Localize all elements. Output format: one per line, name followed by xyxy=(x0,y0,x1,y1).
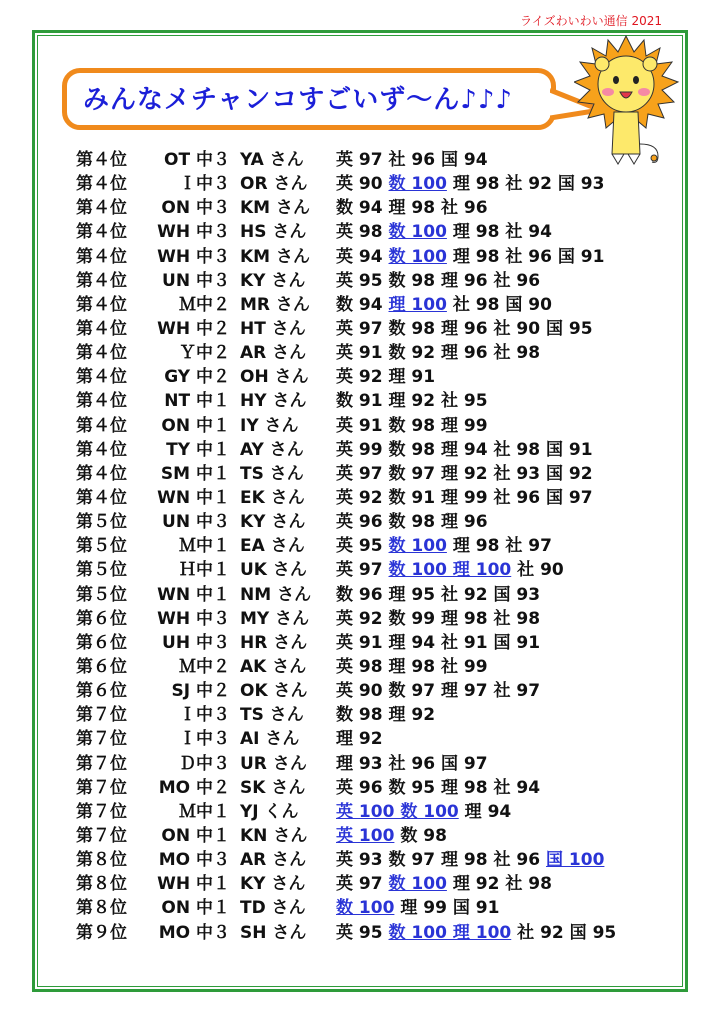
subject-score: 理 98 xyxy=(446,536,506,557)
subject-score: 英 98 xyxy=(336,656,389,677)
subject-score: 理 92 xyxy=(388,705,436,726)
rank-label: 第７位 xyxy=(76,825,127,846)
subject-score: 社 92 xyxy=(505,174,558,195)
rank-label: 第８位 xyxy=(76,898,127,919)
ranking-row xyxy=(0,795,724,822)
ranking-row xyxy=(0,481,724,508)
rank-label: 第６位 xyxy=(76,632,127,653)
rank-label: 第５位 xyxy=(76,560,127,581)
ranking-row xyxy=(0,771,724,798)
subject-score: 社 92 xyxy=(511,922,570,943)
student-name: HY さん xyxy=(240,391,307,412)
school-grade: WH 中３ xyxy=(157,608,230,629)
subject-score: 英 98 xyxy=(336,222,389,243)
ranking-row xyxy=(0,384,724,412)
subject-score: 数 98 xyxy=(388,439,441,460)
subject-score: 国 91 xyxy=(557,246,605,267)
subject-score: 社 96 xyxy=(505,246,558,267)
subject-score: 数 99 xyxy=(388,608,441,629)
rank-label: 第９位 xyxy=(76,922,127,943)
school-grade: ON 中３ xyxy=(161,198,230,219)
subject-score: 社 98 xyxy=(446,294,506,315)
ranking-row xyxy=(0,240,724,267)
subject-score: 社 94 xyxy=(505,222,552,243)
newsletter-header: ライズわいわい通信 2021 xyxy=(520,14,662,28)
rank-label: 第４位 xyxy=(76,415,127,436)
rank-label: 第８位 xyxy=(76,874,127,895)
perfect-score: 数 100 xyxy=(388,246,447,267)
subject-score: 社 98 xyxy=(493,439,546,460)
ranking-row xyxy=(0,505,724,533)
subject-score: 社 94 xyxy=(493,777,541,798)
ranking-row xyxy=(0,143,724,170)
ranking-row xyxy=(0,409,724,436)
school-grade: Ｍ中２ xyxy=(179,294,230,315)
subject-score: 理 98 xyxy=(388,198,441,219)
student-name: TD さん xyxy=(240,898,306,919)
subject-score: 国 97 xyxy=(546,487,593,508)
subject-score: 国 91 xyxy=(546,439,593,460)
student-name: TS さん xyxy=(240,705,304,726)
subject-score: 理 98 xyxy=(446,222,506,243)
school-grade: MO 中２ xyxy=(158,777,230,798)
subject-score: 英 95 xyxy=(336,536,389,557)
subject-score: 国 93 xyxy=(557,174,605,195)
subject-score: 理 98 xyxy=(388,656,441,677)
subject-score: 英 90 xyxy=(336,174,389,195)
subject-score: 社 98 xyxy=(505,874,552,895)
school-grade: Ｉ中３ xyxy=(179,174,230,195)
subject-score: 理 98 xyxy=(441,850,494,871)
subject-score: 国 95 xyxy=(569,922,617,943)
school-grade: NT 中１ xyxy=(164,391,230,412)
student-name: KM さん xyxy=(240,246,311,267)
subject-score: 国 91 xyxy=(493,632,541,653)
subject-score: 国 93 xyxy=(493,584,541,605)
school-grade: WN 中１ xyxy=(157,584,230,605)
subject-score: 社 96 xyxy=(441,198,488,219)
school-grade: OT 中３ xyxy=(164,150,230,170)
perfect-score: 理 100 xyxy=(388,294,447,315)
student-name: KY さん xyxy=(240,874,306,895)
subject-score: 理 93 xyxy=(336,753,389,774)
school-grade: Ｍ中１ xyxy=(179,801,230,822)
subject-score: 社 99 xyxy=(441,656,488,677)
student-name: AK さん xyxy=(240,656,307,677)
ranking-row xyxy=(0,553,724,581)
school-grade: WH 中３ xyxy=(157,222,230,243)
school-grade: UN 中３ xyxy=(162,512,230,533)
ranking-row xyxy=(0,288,724,315)
subject-scores xyxy=(336,918,616,943)
rank-label: 第４位 xyxy=(76,391,127,412)
subject-score: 国 91 xyxy=(452,898,500,919)
subject-score: 数 97 xyxy=(388,850,441,871)
subject-score: 理 94 xyxy=(458,801,512,822)
ranking-row xyxy=(0,264,724,291)
subject-score: 国 92 xyxy=(546,463,593,484)
perfect-score: 英 100 xyxy=(336,825,395,846)
rank-label: 第７位 xyxy=(76,705,127,726)
school-grade: GY 中２ xyxy=(164,367,230,388)
rank-label: 第４位 xyxy=(76,270,127,291)
school-grade: Ｉ中３ xyxy=(179,729,230,750)
rank-label: 第４位 xyxy=(76,463,127,484)
subject-score: 社 96 xyxy=(388,753,441,774)
rank-label: 第４位 xyxy=(76,174,127,195)
student-name: KN さん xyxy=(240,825,308,846)
rank-label: 第４位 xyxy=(76,198,127,219)
subject-score: 理 92 xyxy=(336,729,383,750)
rank-label: 第４位 xyxy=(76,150,127,170)
subject-score: 英 97 xyxy=(336,874,389,895)
student-name: AY さん xyxy=(240,439,304,460)
student-name: IY さん xyxy=(240,415,299,436)
subject-score: 数 94 xyxy=(336,198,389,219)
subject-score: 社 98 xyxy=(493,343,541,364)
rank-label: 第８位 xyxy=(76,850,127,871)
subject-score: 英 95 xyxy=(336,922,389,943)
perfect-score: 数 100 xyxy=(388,174,447,195)
subject-score: 理 96 xyxy=(441,318,494,339)
student-name: AR さん xyxy=(240,343,307,364)
subject-score: 数 98 xyxy=(388,415,441,436)
student-name: UK さん xyxy=(240,560,307,581)
subject-score: 理 96 xyxy=(441,512,488,533)
subject-score: 数 98 xyxy=(388,318,441,339)
student-name: NM さん xyxy=(240,584,312,605)
subject-score: 社 98 xyxy=(493,608,541,629)
subject-score: 英 96 xyxy=(336,512,389,533)
school-grade: Ｍ中１ xyxy=(179,536,230,557)
subject-score: 国 94 xyxy=(441,150,488,170)
page-title: みんなメチャンコすごいず〜ん♪♪♪ xyxy=(83,85,513,115)
student-name: OH さん xyxy=(240,367,309,388)
subject-score: 英 92 xyxy=(336,487,389,508)
subject-score: 英 93 xyxy=(336,850,389,871)
rank-label: 第４位 xyxy=(76,294,127,315)
student-name: MR さん xyxy=(240,294,310,315)
school-grade: WH 中２ xyxy=(157,318,230,339)
subject-score: 理 99 xyxy=(441,487,494,508)
subject-score: 英 94 xyxy=(336,246,389,267)
subject-score: 理 92 xyxy=(446,874,506,895)
subject-score: 数 91 xyxy=(388,487,441,508)
subject-score: 理 92 xyxy=(388,391,441,412)
perfect-score: 英 100 数 100 xyxy=(336,801,459,822)
subject-score: 社 96 xyxy=(493,270,541,291)
subject-score: 英 90 xyxy=(336,681,389,702)
subject-score: 社 96 xyxy=(493,850,546,871)
subject-score: 数 98 xyxy=(388,512,441,533)
ranking-row xyxy=(0,578,724,605)
student-name: TS さん xyxy=(240,463,304,484)
speech-bubble xyxy=(62,68,556,130)
ranking-row xyxy=(0,336,724,364)
rank-label: 第６位 xyxy=(76,681,127,702)
student-name: KY さん xyxy=(240,512,306,533)
student-name: KM さん xyxy=(240,198,311,219)
subject-score: 理 98 xyxy=(441,777,494,798)
perfect-score: 数 100 xyxy=(388,536,447,557)
student-name: YJ くん xyxy=(240,801,299,822)
student-name: YA さん xyxy=(240,150,304,170)
ranking-row xyxy=(0,457,724,484)
student-name: UR さん xyxy=(240,753,307,774)
subject-score: 英 91 xyxy=(336,632,389,653)
ranking-list xyxy=(0,143,724,943)
subject-score: 国 95 xyxy=(546,318,593,339)
ranking-row xyxy=(0,747,724,774)
ranking-row xyxy=(0,698,724,726)
student-name: SK さん xyxy=(240,777,306,798)
subject-score: 理 91 xyxy=(388,367,436,388)
school-grade: Ｄ中３ xyxy=(179,753,230,774)
ranking-row xyxy=(0,602,724,629)
subject-score: 社 92 xyxy=(441,584,494,605)
rank-label: 第５位 xyxy=(76,512,127,533)
subject-score: 社 91 xyxy=(441,632,494,653)
subject-score: 英 99 xyxy=(336,439,389,460)
school-grade: WH 中３ xyxy=(157,246,230,267)
perfect-score: 数 100 理 100 xyxy=(388,560,512,581)
student-name: MY さん xyxy=(240,608,310,629)
subject-score: 社 93 xyxy=(493,463,546,484)
subject-score: 英 95 xyxy=(336,270,389,291)
rank-label: 第７位 xyxy=(76,753,127,774)
subject-score: 英 92 xyxy=(336,608,389,629)
subject-score: 数 95 xyxy=(388,777,441,798)
ranking-row xyxy=(0,626,724,653)
school-grade: ON 中１ xyxy=(161,825,230,846)
subject-score: 数 98 xyxy=(388,270,441,291)
subject-score: 理 95 xyxy=(388,584,441,605)
perfect-score: 数 100 xyxy=(388,222,447,243)
perfect-score: 数 100 理 100 xyxy=(388,922,512,943)
subject-score: 理 98 xyxy=(441,608,494,629)
student-name: EA さん xyxy=(240,536,305,557)
student-name: AI さん xyxy=(240,729,300,750)
school-grade: MO 中３ xyxy=(158,850,230,871)
rank-label: 第５位 xyxy=(76,536,127,557)
ranking-row xyxy=(0,722,724,750)
rank-label: 第４位 xyxy=(76,487,127,508)
student-name: AR さん xyxy=(240,850,307,871)
rank-label: 第７位 xyxy=(76,729,127,750)
rank-label: 第４位 xyxy=(76,439,127,460)
school-grade: UN 中３ xyxy=(162,270,230,291)
subject-score: 理 98 xyxy=(446,174,506,195)
subject-score: 国 97 xyxy=(441,753,488,774)
school-grade: MO 中３ xyxy=(158,922,230,943)
ranking-row xyxy=(0,916,724,943)
subject-score: 英 97 xyxy=(336,318,389,339)
subject-score: 数 98 xyxy=(336,705,389,726)
ranking-row xyxy=(0,650,724,677)
rank-label: 第４位 xyxy=(76,343,127,364)
school-grade: Ｈ中１ xyxy=(179,560,230,581)
school-grade: Ｍ中２ xyxy=(179,656,230,677)
ranking-row xyxy=(0,167,724,195)
subject-score: 社 95 xyxy=(441,391,488,412)
subject-score: 英 97 xyxy=(336,560,389,581)
rank-label: 第５位 xyxy=(76,584,127,605)
subject-score: 社 90 xyxy=(493,318,546,339)
ranking-row xyxy=(0,433,724,460)
subject-score: 理 96 xyxy=(441,270,494,291)
subject-score: 英 97 xyxy=(336,463,389,484)
student-name: HT さん xyxy=(240,318,306,339)
school-grade: Ｉ中３ xyxy=(179,705,230,726)
ranking-row xyxy=(0,215,724,243)
ranking-row xyxy=(0,891,724,919)
subject-score: 英 91 xyxy=(336,415,389,436)
subject-score: 社 90 xyxy=(511,560,564,581)
perfect-score: 国 100 xyxy=(546,850,605,871)
ranking-row xyxy=(0,843,724,871)
school-grade: TY 中１ xyxy=(166,439,230,460)
subject-score: 社 96 xyxy=(493,487,546,508)
subject-score: 理 99 xyxy=(394,898,453,919)
subject-score: 英 96 xyxy=(336,777,389,798)
rank-label: 第７位 xyxy=(76,801,127,822)
subject-score: 理 94 xyxy=(388,632,441,653)
subject-score: 数 98 xyxy=(394,825,447,846)
subject-score: 数 97 xyxy=(388,681,441,702)
rank-label: 第４位 xyxy=(76,246,127,267)
subject-score: 数 94 xyxy=(336,294,389,315)
rank-label: 第４位 xyxy=(76,318,127,339)
perfect-score: 数 100 xyxy=(388,874,447,895)
school-grade: SM 中１ xyxy=(160,463,230,484)
ranking-row xyxy=(0,674,724,702)
subject-score: 数 92 xyxy=(388,343,441,364)
subject-score: 社 97 xyxy=(505,536,552,557)
subject-score: 理 98 xyxy=(446,246,506,267)
student-name: KY さん xyxy=(240,270,306,291)
school-grade: SJ 中２ xyxy=(171,681,230,702)
rank-label: 第４位 xyxy=(76,222,127,243)
subject-score: 英 92 xyxy=(336,367,389,388)
subject-score: 国 90 xyxy=(505,294,552,315)
rank-label: 第４位 xyxy=(76,367,127,388)
rank-label: 第６位 xyxy=(76,656,127,677)
subject-score: 数 91 xyxy=(336,391,389,412)
rank-label: 第６位 xyxy=(76,608,127,629)
student-name: SH さん xyxy=(240,922,307,943)
ranking-row xyxy=(0,819,724,846)
student-name: OR さん xyxy=(240,174,308,195)
school-grade: Ｙ中２ xyxy=(179,343,230,364)
school-grade: ON 中１ xyxy=(161,415,230,436)
subject-score: 理 99 xyxy=(441,415,488,436)
student-name: HS さん xyxy=(240,222,307,243)
student-name: OK さん xyxy=(240,681,308,702)
school-grade: UH 中３ xyxy=(162,632,230,653)
ranking-row xyxy=(0,867,724,895)
school-grade: WN 中１ xyxy=(157,487,230,508)
subject-score: 理 97 xyxy=(441,681,494,702)
rank-label: 第７位 xyxy=(76,777,127,798)
subject-score: 社 96 xyxy=(388,150,441,170)
subject-score: 英 97 xyxy=(336,150,389,170)
subject-score: 理 92 xyxy=(441,463,494,484)
ranking-row xyxy=(0,312,724,339)
subject-score: 理 96 xyxy=(441,343,494,364)
school-grade: ON 中１ xyxy=(161,898,230,919)
subject-score: 理 94 xyxy=(441,439,494,460)
student-name: EK さん xyxy=(240,487,305,508)
perfect-score: 数 100 xyxy=(336,898,395,919)
school-grade: WH 中１ xyxy=(157,874,230,895)
ranking-row xyxy=(0,360,724,388)
ranking-row xyxy=(0,191,724,219)
subject-score: 英 91 xyxy=(336,343,389,364)
subject-score: 社 97 xyxy=(493,681,541,702)
subject-score: 数 96 xyxy=(336,584,389,605)
ranking-row xyxy=(0,529,724,557)
student-name: HR さん xyxy=(240,632,308,653)
subject-score: 数 97 xyxy=(388,463,441,484)
